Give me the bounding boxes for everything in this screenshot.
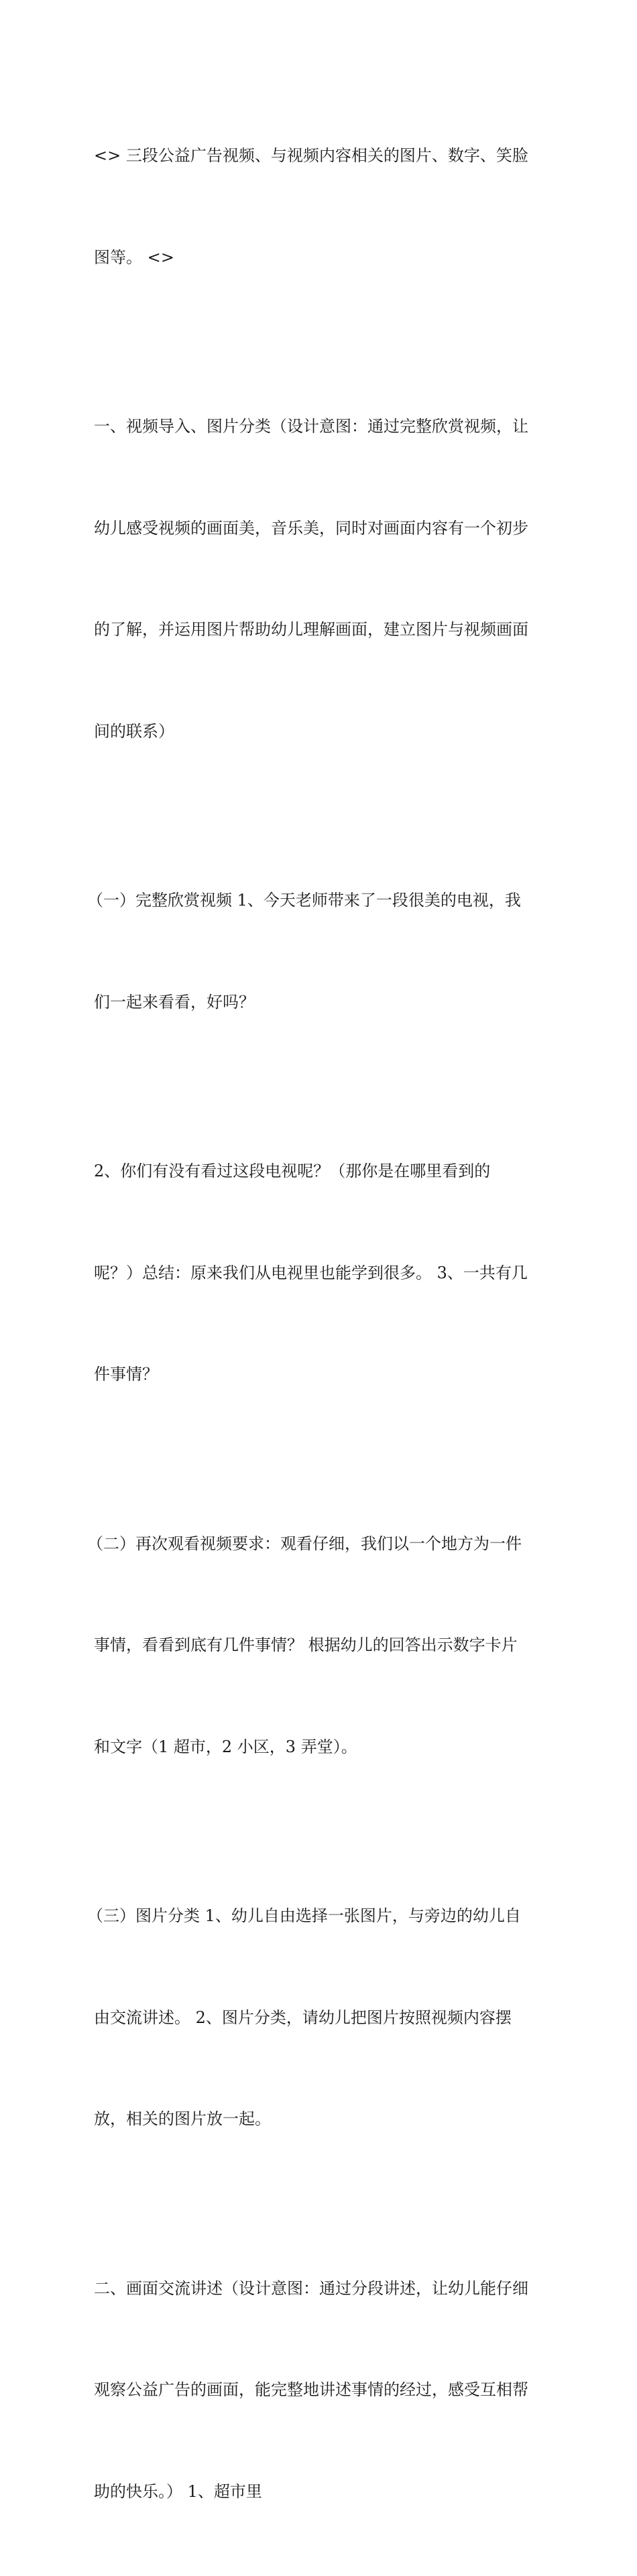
text-line: 观察公益广告的画面，能完整地讲述事情的经过，感受互相帮	[94, 2373, 550, 2407]
text-line: （三）图片分类 1、幼儿自由选择一张图片，与旁边的幼儿自	[87, 1899, 550, 1933]
text-line: （一）完整欣赏视频 1、今天老师带来了一段很美的电视，我	[87, 883, 550, 918]
paragraph-question	[94, 1087, 550, 1459]
text-line: （二）再次观看视频要求：观看仔细，我们以一个地方为一件	[87, 1527, 550, 1561]
paragraph-step-three	[87, 1831, 550, 2204]
text-line: 助的快乐。） 1、超市里	[94, 2475, 550, 2509]
text-line: 间的联系）	[94, 715, 550, 749]
text-line: 们一起来看看，好吗？	[94, 985, 550, 1020]
text-line: 由交流讲述。 2、图片分类，请幼儿把图片按照视频内容摆	[94, 2001, 550, 2035]
document-page	[0, 0, 637, 824]
paragraph-section-two	[94, 2204, 550, 2576]
text-line: 放，相关的图片放一起。	[94, 2102, 550, 2136]
paragraph-step-one	[87, 816, 550, 1087]
text-line: <> 三段公益广告视频、与视频内容相关的图片、数字、笑脸	[94, 139, 550, 173]
paragraph-section-one	[94, 342, 550, 816]
text-line: 一、视频导入、图片分类（设计意图：通过完整欣赏视频，让	[94, 410, 550, 444]
paragraph-step-two	[87, 1459, 550, 1832]
text-line: 2、你们有没有看过这段电视呢？（那你是在哪里看到的	[94, 1154, 550, 1188]
document-body	[94, 71, 550, 2576]
text-line: 和文字（1 超市，2 小区，3 弄堂）。	[94, 1730, 550, 1764]
text-line: 事情，看看到底有几件事情？ 根据幼儿的回答出示数字卡片	[94, 1628, 550, 1662]
text-line: 二、画面交流讲述（设计意图：通过分段讲述，让幼儿能仔细	[94, 2272, 550, 2306]
text-line: 图等。 <>	[94, 241, 550, 275]
text-line: 的了解，并运用图片帮助幼儿理解画面，建立图片与视频画面	[94, 613, 550, 647]
text-line: 呢？）总结：原来我们从电视里也能学到很多。 3、一共有几	[94, 1256, 550, 1290]
text-line: 件事情？	[94, 1357, 550, 1392]
paragraph-materials	[94, 71, 550, 342]
text-line: 幼儿感受视频的画面美，音乐美，同时对画面内容有一个初步	[94, 511, 550, 546]
